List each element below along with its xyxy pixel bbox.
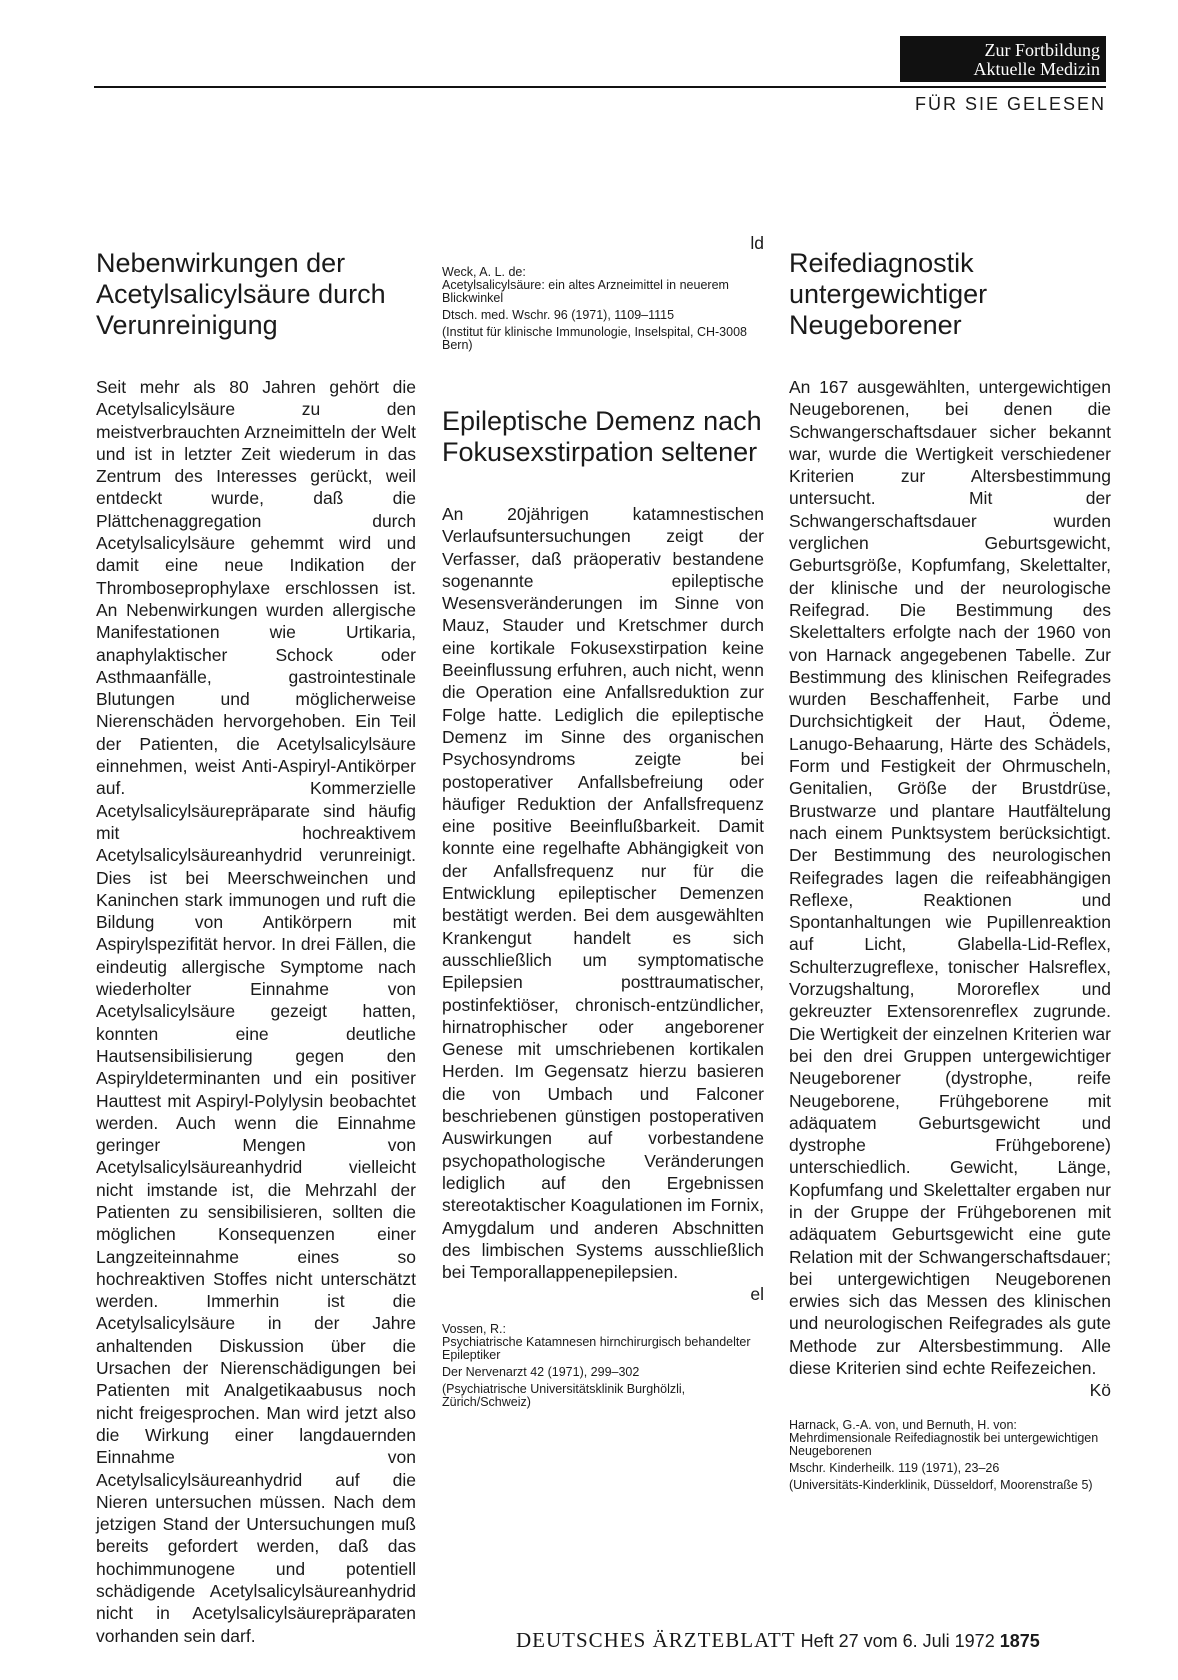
article-2-ref-source: Der Nervenarzt 42 (1971), 299–302 [442,1365,640,1380]
magazine-name: DEUTSCHES ÄRZTEBLATT [516,1628,796,1652]
article-1-ref-title: Acetylsalicylsäure: ein altes Arzneimittel in neuerem Blickwinkel [442,278,729,305]
article-3-ref-title: Mehrdimensionale Reifediagnostik bei untergewichtigen Neugeborenen [789,1431,1099,1459]
article-3-body: An 167 ausgewählten, untergewichtigen Neugeborenen, bei denen die Schwangerschaftsdauer sicher bekannt war, wurde die Wertigkeit verschiedener Kriterien zur Altersbestimmung untersucht. Mit der Schwangerschaftsdauer wurden verglichen Geburtsgewicht, Geburtsgröße, Kopfumfang, Skelettalter, der klinische und der neurologische Reifegrad. Die Bestimmung des Skelettalters erfolgte nach der 1960 von von Harnack angegebenen Tabelle. Zur Bestimmung des klinischen Reifegrades wurden Beschaffenheit, Farbe und Durchsichtigkeit der Haut, Ödeme, Lanugo-Behaarung, Härte des Schädels, Form und Festigkeit der Ohrmuscheln, Genitalien, Größe der Brustdrüse, Brustwarze und plantare Hautfältelung nach einem Punktsystem berücksichtigt. Der Bestimmung des neurologischen Reifegrades lagen die reifeabhängigen Reflexe, Reaktionen und Spontanhaltungen wie Pupillenreaktion auf Licht, Glabella-Lid-Reflex, Schulterzugreflexe, tonischer Halsreflex, Vorzugshaltung, Mororeflex und gekreuzter Extensorenreflex zugrunde. Die Wertigkeit der einzelnen Kriterien war bei den drei Gruppen untergewichtiger Neugeborener (dystrophe, reife Neugeborene, Frühgeborene mit adäquatem Geburtsgewicht und dystrophe Frühgeborene) unterschiedlich. Gewicht, Länge, Kopfumfang und Skelettalter ergaben nur in der Gruppe der Frühgeborenen mit adäquatem Geburtsgewicht eine gute Relation mit der Schwangerschaftsdauer; bei untergewichtigen Neugeborenen erwies sich das Messen des klinischen und neurologischen Reifegrades als gute Methode zur Altersbestimmung. Alle diese Kriterien sind echte Reifezeichen. [789,377,1111,1379]
section-badge [900,36,1106,82]
article-3-ref-author: Harnack, G.-A. von, und Bernuth, H. von: [789,1418,1017,1433]
article-2-ref-institute: (Psychiatrische Universitätsklinik Burghölzli, Zürich/Schweiz) [442,1382,686,1410]
article-2-ref-author: Vossen, R.: [442,1322,506,1337]
page-number: 1875 [999,1631,1040,1651]
issue-info: Heft 27 vom 6. Juli 1972 [800,1631,995,1651]
article-1-title: Nebenwirkungen der Acetylsalicylsäure durch Verunreinigung [96,248,386,340]
article-1-signature: ld [750,233,764,253]
article-3-ref-source: Mschr. Kinderheilk. 119 (1971), 23–26 [789,1461,1000,1476]
article-1-ref-source: Dtsch. med. Wschr. 96 (1971), 1109–1115 [442,308,675,322]
article-1-reference [442,266,764,352]
badge-line-2: Aktuelle Medizin [973,59,1100,79]
article-3-ref-institute: (Universitäts-Kinderklinik, Düsseldorf, Moorenstraße 5) [789,1478,1093,1493]
column-1 [96,248,416,1647]
article-2-ref-title: Psychiatrische Katamnesen hirnchirurgisch behandelter Epileptiker [442,1335,751,1363]
page-footer [516,1628,1040,1653]
badge-line-1: Zur Fortbildung [984,40,1100,60]
column-2 [442,232,764,1413]
article-3-title: Reifediagnostik untergewichtiger Neugeborener [789,248,988,340]
column-3 [789,248,1111,1496]
article-1-ref-institute: (Institut für klinische Immunologie, Inselspital, CH-3008 Bern) [442,325,747,352]
article-2-body: An 20jährigen katamnestischen Verlaufsuntersuchungen zeigt der Verfasser, daß präoperativ bestandene sogenannte epileptische Wesensveränderungen im Sinne von Mauz, Stauder und Kretschmer durch eine kortikale Fokusexstirpation keine Beeinflussung erfuhren, auch nicht, wenn die Operation eine Anfallsreduktion zur Folge hatte. Lediglich die epileptische Demenz im Sinne des organischen Psychosyndroms zeigte bei postoperativer Anfallsbefreiung oder häufiger Reduktion der Anfallsfrequenz eine positive Beeinflußbarkeit. Damit konnte eine regelhafte Abhängigkeit von der Anfallsfrequenz nur für die Entwicklung epileptischer Demenzen bestätigt werden. Bei dem ausgewählten Krankengut handelt es sich ausschließlich um symptomatische Epilepsien posttraumatischer, postinfektiöser, chronisch-entzündlicher, hirnatrophischer oder angeborener Genese mit umschriebenen kortikalen Herden. Im Gegensatz hierzu basieren die von Umbach und Falconer beschriebenen günstigen postoperativen Auswirkungen auf vorbestandene psychopathologische Veränderungen lediglich auf den Ergebnissen stereotaktischer Koagulationen im Fornix, Amygdalum und anderen Abschnitten des limbischen Systems ausschließlich bei Temporallappenepilepsien. [442,504,764,1283]
article-2-reference [442,1323,764,1409]
header-rule [94,86,1106,88]
article-1-ref-author: Weck, A. L. de: [442,265,526,279]
article-2-title: Epileptische Demenz nach Fokusexstirpation seltener [442,406,762,467]
article-3-reference [789,1419,1111,1492]
article-1-body: Seit mehr als 80 Jahren gehört die Acetylsalicylsäure zu den meistverbrauchten Arzneimitteln der Welt und ist in letzter Zeit wiederum in das Zentrum des Interesses gerückt, weil entdeckt wurde, daß die Plättchenaggregation durch Acetylsalicylsäure gehemmt wird und damit eine neue Indikation der Thromboseprophylaxe erschlossen ist. An Nebenwirkungen wurden allergische Manifestationen wie Urtikaria, anaphylaktischer Schock oder Asthmaanfälle, gastrointestinale Blutungen und möglicherweise Nierenschäden hervorgehoben. Ein Teil der Patienten, die Acetylsalicylsäure einnehmen, weist Anti-Aspiryl-Antikörper auf. Kommerzielle Acetylsalicylsäurepräparate sind häufig mit hochreaktivem Acetylsalicylsäureanhydrid verunreinigt. Dies ist bei Meerschweinchen und Kaninchen stark immunogen und ruft die Bildung von Antikörpern mit Aspirylspezifität hervor. In drei Fällen, die eindeutig allergische Symptome nach wiederholter Einnahme von Acetylsalicylsäure gezeigt hatten, konnten eine deutliche Hautsensibilisierung gegen den Aspiryldeterminanten und ein positiver Hauttest mit Aspiryl-Polylysin beobachtet werden. Auch wenn die Einnahme geringer Mengen von Acetylsalicylsäureanhydrid vielleicht nicht imstande ist, die Mehrzahl der Patienten zu sensibilisieren, sollten die möglichen Konsequenzen einer Langzeiteinnahme eines so hochreaktiven Stoffes nicht unterschätzt werden. Immerhin ist die Acetylsalicylsäure in der Jahre anhaltenden Diskussion über die Ursachen der Nierenschädigungen bei Patienten mit Analgetikaabusus noch nicht freigesprochen. Man wird jetzt also die Wirkung einer langdauernden Einnahme von Acetylsalicylsäureanhydrid auf die Nieren untersuchen müssen. Nach dem jetzigen Stand der Untersuchungen muß bereits gefordert werden, daß das hochimmunogene und potentiell schädigende Acetylsalicylsäureanhydrid nicht in Acetylsalicylsäurepräparaten vorhanden sein darf. [96,377,416,1646]
article-2-signature: el [750,1284,764,1305]
article-3-signature: Kö [1089,1380,1111,1401]
section-title: FÜR SIE GELESEN [914,94,1106,114]
